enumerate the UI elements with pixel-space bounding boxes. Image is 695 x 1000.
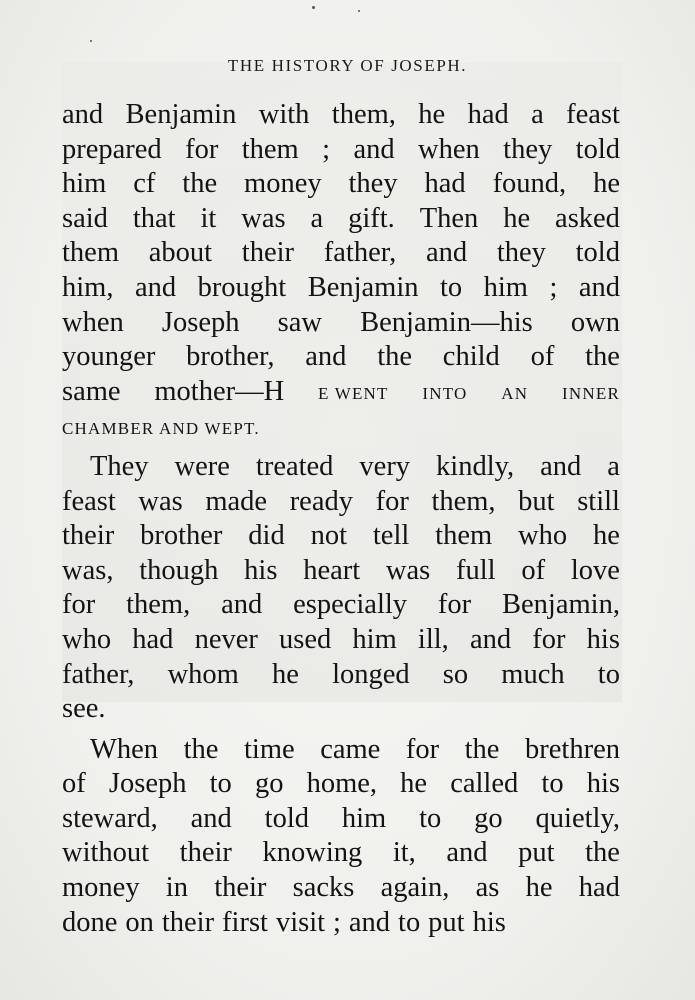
text-line: [62, 588, 620, 623]
word: ;: [333, 906, 341, 938]
word: him: [62, 168, 107, 200]
running-head: THE HISTORY OF JOSEPH.: [227, 56, 468, 75]
word: he: [418, 99, 446, 130]
text-line: [62, 98, 620, 133]
word: to: [419, 802, 442, 834]
paper-speck: [90, 40, 92, 42]
word: same: [62, 375, 121, 407]
word: of: [521, 554, 546, 586]
word: them: [62, 237, 119, 269]
word: and: [353, 133, 395, 165]
word: them,: [331, 99, 396, 130]
word: he: [400, 768, 428, 800]
word: with: [258, 99, 310, 130]
text-line: [62, 906, 620, 941]
text-line: [62, 375, 620, 410]
text-line: [62, 871, 620, 906]
word: the: [585, 341, 620, 373]
word: for: [185, 133, 219, 165]
word: they: [503, 133, 553, 165]
word: came: [320, 733, 381, 765]
word: their: [241, 237, 295, 269]
word: and: [221, 589, 263, 621]
word: quietly,: [535, 802, 620, 834]
word: on: [125, 906, 154, 938]
word: for: [375, 485, 409, 517]
word: was: [138, 485, 183, 517]
word: without: [62, 837, 150, 869]
word: ;: [549, 271, 558, 303]
word: the: [182, 168, 218, 200]
paragraph: [62, 733, 620, 941]
word: and: [134, 271, 177, 303]
word: time: [243, 733, 295, 765]
word: he: [593, 520, 620, 552]
word: steward,: [62, 802, 158, 834]
word: Benjamin: [307, 271, 419, 303]
word: had: [467, 99, 509, 130]
word: and: [425, 237, 468, 269]
paper-speck: [358, 10, 360, 12]
word: were: [174, 450, 230, 482]
word: him: [352, 623, 397, 655]
text-line: [62, 623, 620, 658]
word: them,: [431, 485, 496, 517]
word: Benjamin—his: [360, 306, 533, 338]
word: their: [161, 906, 215, 938]
text-line: [62, 271, 620, 306]
word: them: [241, 133, 299, 165]
word: to: [398, 906, 421, 938]
word: he: [503, 202, 531, 234]
word: he: [593, 168, 620, 200]
paragraph: [62, 450, 620, 727]
word: first: [222, 906, 268, 938]
word: love: [570, 554, 620, 586]
word: his: [586, 623, 620, 655]
word: go: [474, 802, 503, 834]
word: treated: [255, 450, 334, 482]
word: knowing: [262, 837, 363, 869]
text-line: [62, 692, 620, 727]
word: his: [244, 554, 278, 586]
text-line: [62, 167, 620, 202]
word: had: [424, 168, 466, 200]
word: AN: [501, 384, 529, 404]
word: who: [62, 623, 112, 655]
word: Benjamin,: [502, 589, 620, 621]
word: saw: [277, 306, 322, 338]
word: again,: [380, 872, 450, 904]
word: and: [62, 99, 104, 130]
word: not: [310, 520, 348, 552]
text-line: [62, 340, 620, 375]
word: ill,: [417, 623, 449, 655]
word: their: [179, 837, 232, 869]
word: younger: [62, 341, 156, 373]
text-line: [62, 450, 620, 485]
word: longed: [332, 658, 410, 690]
word: mother—H: [154, 375, 285, 407]
word: was: [241, 202, 286, 234]
word: for: [62, 589, 96, 621]
word: was: [385, 554, 431, 586]
word: he: [525, 872, 553, 904]
word: told: [575, 237, 620, 269]
word: told: [575, 133, 620, 165]
word: cf: [133, 168, 156, 200]
word: visit: [275, 906, 326, 938]
word: but: [518, 485, 555, 517]
word: the: [464, 733, 500, 765]
word: full: [456, 554, 496, 586]
word: very: [359, 450, 411, 482]
text-line: [62, 133, 620, 168]
word: and: [469, 623, 512, 655]
word: brother,: [186, 341, 275, 373]
word: money: [244, 168, 322, 200]
word: When: [90, 733, 159, 765]
word: prepared: [62, 133, 162, 165]
word: it,: [392, 837, 416, 869]
word: to: [440, 271, 463, 303]
word: E WENT: [317, 384, 389, 404]
word: of: [62, 768, 86, 800]
word: called: [450, 768, 519, 800]
word: and: [348, 906, 391, 938]
word: INNER: [562, 384, 620, 404]
word: father,: [323, 237, 397, 269]
text-line: [62, 519, 620, 554]
word: and: [305, 341, 347, 373]
word: and: [540, 450, 582, 482]
word: a: [310, 202, 324, 234]
word: and: [190, 802, 232, 834]
word: had: [132, 623, 174, 655]
word: who: [518, 520, 568, 552]
word: they: [348, 168, 398, 200]
text-line: [62, 658, 620, 693]
word: in: [165, 872, 188, 904]
word: found,: [492, 168, 567, 200]
word: to: [597, 658, 620, 690]
word: own: [570, 306, 620, 338]
paragraph: [62, 98, 620, 444]
word: their: [214, 872, 267, 904]
text-line: [62, 554, 620, 589]
word: so: [442, 658, 469, 690]
text-line: [62, 236, 620, 271]
word: done: [62, 906, 118, 938]
word: Then: [419, 202, 479, 234]
paper-speck: [312, 6, 315, 9]
word: put: [428, 906, 465, 938]
word: brought: [197, 271, 287, 303]
word: They: [90, 450, 149, 482]
word: and: [578, 271, 620, 303]
word: feast: [566, 99, 620, 130]
word: them: [435, 520, 493, 552]
word: did: [248, 520, 285, 552]
text-line: [62, 836, 620, 871]
word: for: [437, 589, 472, 621]
word: put: [518, 837, 555, 869]
word: him: [483, 271, 528, 303]
word: see.: [62, 693, 106, 725]
text-line: [62, 202, 620, 237]
word: had: [578, 872, 620, 904]
word: that: [132, 202, 176, 234]
word: and: [446, 837, 488, 869]
text-line: [62, 306, 620, 341]
text-line: [62, 802, 620, 837]
word: Joseph: [161, 306, 240, 338]
word: home,: [306, 768, 378, 800]
word: ready: [289, 485, 353, 517]
word: Joseph: [108, 768, 187, 800]
word: heart: [303, 554, 361, 586]
word: when: [62, 306, 124, 338]
text-line: [62, 485, 620, 520]
word: they: [496, 237, 546, 269]
word: sacks: [292, 872, 355, 904]
word: used: [279, 623, 332, 655]
word: to: [209, 768, 232, 800]
word: go: [254, 768, 284, 800]
word: father,: [62, 658, 135, 690]
word: especially: [293, 589, 408, 621]
word: to: [541, 768, 564, 800]
word: a: [531, 99, 544, 130]
word: asked: [555, 202, 620, 234]
word: was,: [62, 554, 114, 586]
word: he: [272, 658, 299, 690]
word: as: [475, 872, 500, 904]
word: him: [341, 802, 387, 834]
word: said: [62, 202, 108, 234]
word: gift.: [348, 202, 395, 234]
word: his: [586, 768, 620, 800]
word: feast: [62, 485, 116, 517]
word: his: [472, 906, 506, 938]
word: Benjamin: [125, 99, 237, 130]
word: CHAMBER AND WEPT.: [62, 418, 260, 438]
word: brother: [140, 520, 223, 552]
word: a: [607, 450, 620, 482]
text-line: [62, 733, 620, 768]
word: brethren: [525, 733, 620, 765]
word: about: [148, 237, 213, 269]
word: much: [501, 658, 565, 690]
word: it: [200, 202, 217, 234]
word: tell: [372, 520, 410, 552]
word: the: [377, 341, 413, 373]
word: kindly,: [436, 450, 515, 482]
word: still: [577, 485, 620, 517]
word: when: [418, 133, 480, 165]
word: him,: [62, 271, 114, 303]
word: them,: [126, 589, 191, 621]
word: money: [62, 872, 140, 904]
word: for: [405, 733, 440, 765]
word: INTO: [422, 384, 468, 404]
word: the: [183, 733, 219, 765]
word: whom: [167, 658, 239, 690]
word: their: [62, 520, 115, 552]
word: child: [442, 341, 500, 373]
word: for: [532, 623, 566, 655]
word: the: [585, 837, 620, 869]
body-text: [62, 98, 620, 940]
word: ;: [322, 133, 331, 165]
word: told: [264, 802, 310, 834]
text-line: [62, 409, 620, 444]
word: though: [139, 554, 219, 586]
word: of: [530, 341, 555, 373]
word: made: [205, 485, 268, 517]
word: never: [194, 623, 258, 655]
text-line: [62, 767, 620, 802]
